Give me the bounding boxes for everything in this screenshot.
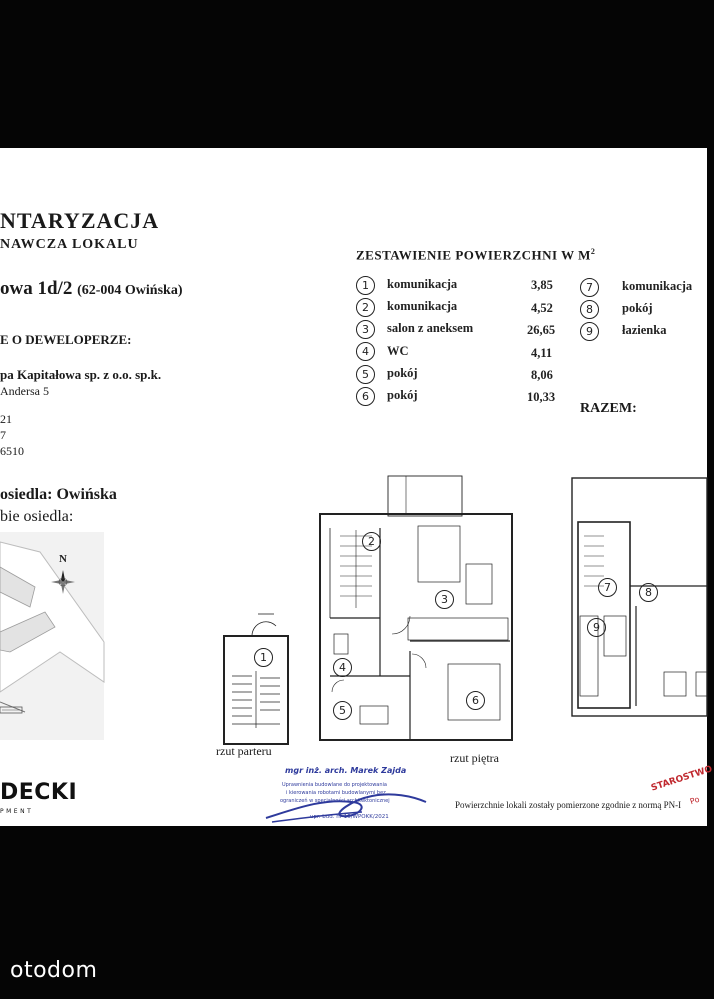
estate-plan-label: bie osiedla:: [0, 508, 74, 525]
plan-marker-9: 9: [587, 618, 606, 637]
company-logo-sub: PMENT: [0, 808, 34, 815]
area-name-2: komunikacja: [387, 299, 458, 313]
plan-marker-3: 3: [435, 590, 454, 609]
plan-ground-floor: [224, 614, 288, 744]
area-num-1: 1: [356, 276, 375, 295]
footnote: Powierzchnie lokali zostały pomierzone zgodnie z normą PN-I: [455, 800, 682, 810]
area-value-6: 10,33: [527, 390, 556, 404]
area-value-4: 4,11: [531, 346, 553, 360]
area-num-9: 9: [580, 322, 599, 341]
document-subtitle: NAWCZA LOKALU: [0, 237, 139, 252]
areas-total-label: RAZEM:: [580, 401, 637, 416]
plan-marker-4: 4: [333, 658, 352, 677]
architect-stamp-line1: Uprawnienia budowlane do projektowania: [282, 782, 387, 788]
developer-line1: 21: [0, 412, 12, 426]
area-num-5: 5: [356, 365, 375, 384]
address-main: owa 1d/2: [0, 278, 73, 299]
document-sheet: [0, 148, 714, 826]
signature-icon: [262, 788, 432, 828]
area-value-5: 8,06: [531, 368, 553, 382]
document-title: NTARYZACJA: [0, 208, 160, 233]
developer-street: Andersa 5: [0, 384, 49, 398]
plan-marker-6: 6: [466, 691, 485, 710]
area-name-1: komunikacja: [387, 277, 458, 291]
architect-stamp-line4: upr. bud. nr 15/WPOKK/2021: [310, 814, 389, 820]
developer-line2: 7: [0, 428, 6, 442]
area-value-2: 4,52: [531, 301, 553, 315]
area-name-9: łazienka: [622, 323, 667, 337]
area-name-6: pokój: [387, 388, 418, 402]
developer-line3: 6510: [0, 444, 24, 458]
architect-stamp-name: mgr inż. arch. Marek Zajda: [285, 766, 407, 775]
plan-ground-label: rzut parteru: [216, 744, 272, 758]
bottom-black-bar: [0, 826, 707, 999]
areas-title-sup: 2: [590, 247, 596, 256]
area-name-3: salon z aneksem: [387, 321, 474, 335]
area-num-6: 6: [356, 387, 375, 406]
plan-floor-label: rzut piętra: [450, 751, 499, 765]
architect-stamp-line2: i kierowania robotami budowlanymi bez: [286, 790, 386, 796]
area-name-4: WC: [387, 344, 409, 358]
plan-marker-5: 5: [333, 701, 352, 720]
area-num-8: 8: [580, 300, 599, 319]
area-num-2: 2: [356, 298, 375, 317]
area-value-1: 3,85: [531, 278, 553, 292]
area-num-7: 7: [580, 278, 599, 297]
address-postal: (62-004 Owińska): [77, 283, 183, 298]
plan-marker-1: 1: [254, 648, 273, 667]
compass-label: N: [59, 553, 67, 565]
office-stamp: STAROSTWO: [650, 764, 714, 794]
architect-stamp-line3: ograniczeń w specjalności architektonicznej: [280, 798, 390, 804]
developer-heading: E O DEWELOPERZE:: [0, 332, 132, 347]
company-logo: DECKI: [0, 780, 78, 805]
plan-marker-8: 8: [639, 583, 658, 602]
address: [0, 278, 182, 300]
area-num-3: 3: [356, 320, 375, 339]
area-value-3: 26,65: [527, 323, 556, 337]
areas-title-text: ZESTAWIENIE POWIERZCHNI W M: [356, 247, 591, 263]
area-name-8: pokój: [622, 301, 653, 315]
otodom-watermark: otodom: [10, 958, 98, 983]
developer-company: pa Kapitałowa sp. z o.o. sp.k.: [0, 367, 162, 382]
plan-marker-2: 2: [362, 532, 381, 551]
plan-marker-7: 7: [598, 578, 617, 597]
floor-plans: [0, 466, 707, 766]
areas-title: [356, 247, 595, 263]
area-num-4: 4: [356, 342, 375, 361]
area-name-5: pokój: [387, 366, 418, 380]
area-name-7: komunikacja: [622, 279, 693, 293]
estate-name: osiedla: Owińska: [0, 486, 117, 503]
office-stamp-sub: Po: [688, 794, 701, 807]
